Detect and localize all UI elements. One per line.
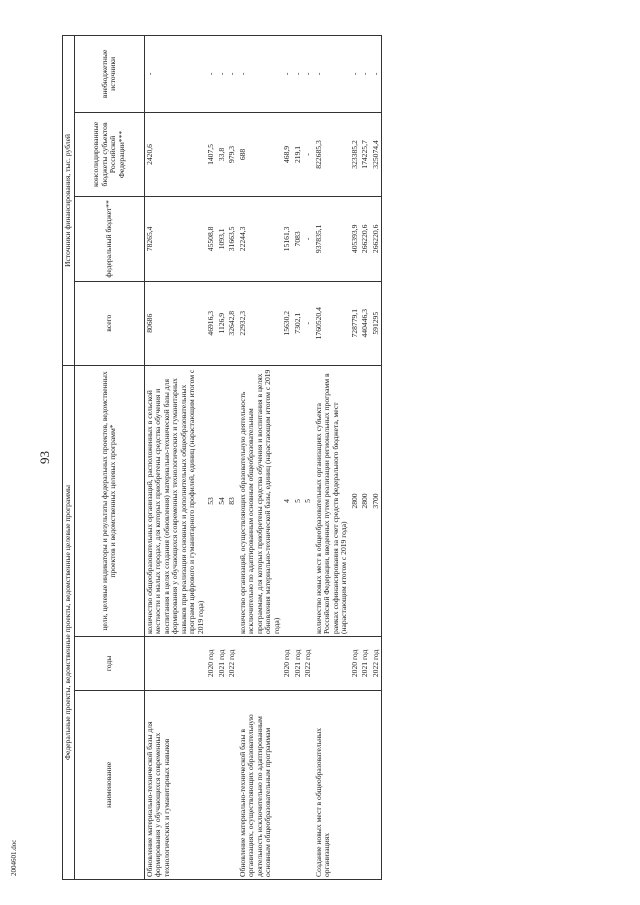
cell-consolidated: 1407,5: [206, 112, 217, 196]
table-row: [206, 36, 217, 880]
cell-year: 2021 год: [217, 637, 228, 691]
cell-consolidated: 323385,2: [350, 112, 361, 196]
cell-federal: -: [303, 197, 314, 281]
cell-name: Создание новых мест в общеобразовательных организациях: [314, 690, 350, 879]
cell-year: 2020 год: [350, 637, 361, 691]
cell-extrabudget: -: [217, 36, 228, 113]
cell-extrabudget: -: [360, 36, 371, 113]
header-group-projects: Федеральные проекты, ведомственные проекты, ведомственные целевые программы: [63, 365, 75, 879]
table-row: [217, 36, 228, 880]
cell-name: [227, 690, 238, 879]
cell-extrabudget: -: [238, 36, 283, 113]
cell-goal: 2800: [360, 365, 371, 636]
cell-name: [206, 690, 217, 879]
cell-consolidated: 979,3: [227, 112, 238, 196]
cell-total: 22932,3: [238, 281, 283, 365]
page-number: 93: [37, 451, 52, 464]
cell-name: Обновление материально-технической базы в организациях, осуществляющих образовательную деятельность исключительно по адаптированным основным общеобразовательным программам: [238, 690, 283, 879]
cell-goal: 54: [217, 365, 228, 636]
cell-year: 2021 год: [360, 637, 371, 691]
cell-name: [293, 690, 304, 879]
cell-year: [144, 637, 206, 691]
cell-federal: 22244,3: [238, 197, 283, 281]
cell-federal: 266220,6: [371, 197, 382, 281]
cell-federal: 937835,1: [314, 197, 350, 281]
cell-extrabudget: -: [227, 36, 238, 113]
header-federal: федеральный бюджет**: [74, 197, 144, 281]
cell-total: 15630,2: [282, 281, 293, 365]
cell-year: 2021 год: [293, 637, 304, 691]
cell-goal: 5: [293, 365, 304, 636]
cell-extrabudget: -: [282, 36, 293, 113]
cell-consolidated: -: [303, 112, 314, 196]
cell-goal: 3700: [371, 365, 382, 636]
header-goals: цели, целевые индикаторы и результаты федеральных проектов, ведомственных проектов и ведомственных целевых программ*: [74, 365, 144, 636]
cell-total: 440446,3: [360, 281, 371, 365]
cell-federal: 405393,9: [350, 197, 361, 281]
table-body: [144, 36, 382, 880]
table-row: [282, 36, 293, 880]
cell-name: Обновление материально-технической базы для формирования у обучающихся современных технологических и гуманитарных навыков: [144, 690, 206, 879]
cell-total: 1760520,4: [314, 281, 350, 365]
cell-federal: 78265,4: [144, 197, 206, 281]
cell-goal: 2800: [350, 365, 361, 636]
table-row: [371, 36, 382, 880]
cell-federal: 7083: [293, 197, 304, 281]
cell-consolidated: 2420,6: [144, 112, 206, 196]
cell-consolidated: 325074,4: [371, 112, 382, 196]
cell-extrabudget: -: [303, 36, 314, 113]
cell-goal: количество общеобразовательных организаций, расположенных в сельской местности и малых городах, для которых приобретены средства обучения и воспитания в целях создания (обновления) материально-технической базы для формирования у обучающихся современных технологических и гуманитарных навыков при реализации основных и дополнительных общеобразовательных программ цифрового и гуманитарного профилей, единиц (нарастающим итогом с 2019 года): [144, 365, 206, 636]
cell-total: 591295: [371, 281, 382, 365]
cell-extrabudget: -: [350, 36, 361, 113]
header-years: годы: [74, 637, 144, 691]
table-row: [293, 36, 304, 880]
cell-year: 2020 год: [206, 637, 217, 691]
cell-consolidated: 33,8: [217, 112, 228, 196]
cell-extrabudget: -: [314, 36, 350, 113]
cell-goal: 5: [303, 365, 314, 636]
cell-consolidated: 822685,3: [314, 112, 350, 196]
header-extrabudget: внебюджетные источники: [74, 36, 144, 113]
cell-year: [238, 637, 283, 691]
cell-name: [360, 690, 371, 879]
header-name: наименование: [74, 690, 144, 879]
cell-federal: 15161,3: [282, 197, 293, 281]
table-row: [227, 36, 238, 880]
cell-federal: 31663,5: [227, 197, 238, 281]
header-consolidated: консолидированные бюджеты субъектов Российской Федерации***: [74, 112, 144, 196]
cell-consolidated: 468,9: [282, 112, 293, 196]
table-row: [314, 36, 350, 880]
cell-total: 728779,1: [350, 281, 361, 365]
cell-total: 80686: [144, 281, 206, 365]
financing-table: [62, 35, 382, 880]
rotated-page: [37, 35, 562, 880]
cell-total: -: [303, 281, 314, 365]
cell-goal: 83: [227, 365, 238, 636]
cell-extrabudget: -: [206, 36, 217, 113]
cell-consolidated: 219,1: [293, 112, 304, 196]
table-row: [303, 36, 314, 880]
cell-year: 2022 год: [227, 637, 238, 691]
cell-name: [282, 690, 293, 879]
cell-goal: 4: [282, 365, 293, 636]
header-row-groups: [63, 36, 75, 880]
filename-label: 2004601.doc: [10, 839, 18, 876]
cell-extrabudget: -: [293, 36, 304, 113]
cell-goal: количество организаций, осуществляющих образовательную деятельность исключительно по адаптированным основным общеобразовательным программам, для которых приобретены средства обучения и воспитания в целях обновления материально-технической базы, единиц (нарастающим итогом с 2019 года): [238, 365, 283, 636]
header-total: всего: [74, 281, 144, 365]
cell-name: [350, 690, 361, 879]
cell-total: 7302,1: [293, 281, 304, 365]
header-row-columns: [74, 36, 144, 880]
cell-total: 32642,8: [227, 281, 238, 365]
cell-goal: 53: [206, 365, 217, 636]
cell-goal: количество новых мест в общеобразовательных организациях субъекта Российской Федерации, введенных путем реализации региональных программ в рамках софинансирования за счет средств федерального бюджета, мест (нарастающим итогом с 2019 года): [314, 365, 350, 636]
cell-year: [314, 637, 350, 691]
cell-year: 2022 год: [303, 637, 314, 691]
cell-consolidated: 174225,7: [360, 112, 371, 196]
cell-federal: 1093,1: [217, 197, 228, 281]
cell-extrabudget: -: [371, 36, 382, 113]
cell-federal: 266220,6: [360, 197, 371, 281]
cell-total: 1126,9: [217, 281, 228, 365]
table-row: [238, 36, 283, 880]
cell-consolidated: 688: [238, 112, 283, 196]
header-group-financing: Источники финансирования, тыс. рублей: [63, 36, 75, 366]
cell-name: [303, 690, 314, 879]
table-row: [350, 36, 361, 880]
cell-year: 2022 год: [371, 637, 382, 691]
cell-name: [217, 690, 228, 879]
cell-name: [371, 690, 382, 879]
cell-extrabudget: -: [144, 36, 206, 113]
cell-federal: 45508,8: [206, 197, 217, 281]
table-row: [144, 36, 206, 880]
table-row: [360, 36, 371, 880]
cell-year: 2020 год: [282, 637, 293, 691]
cell-total: 46916,3: [206, 281, 217, 365]
